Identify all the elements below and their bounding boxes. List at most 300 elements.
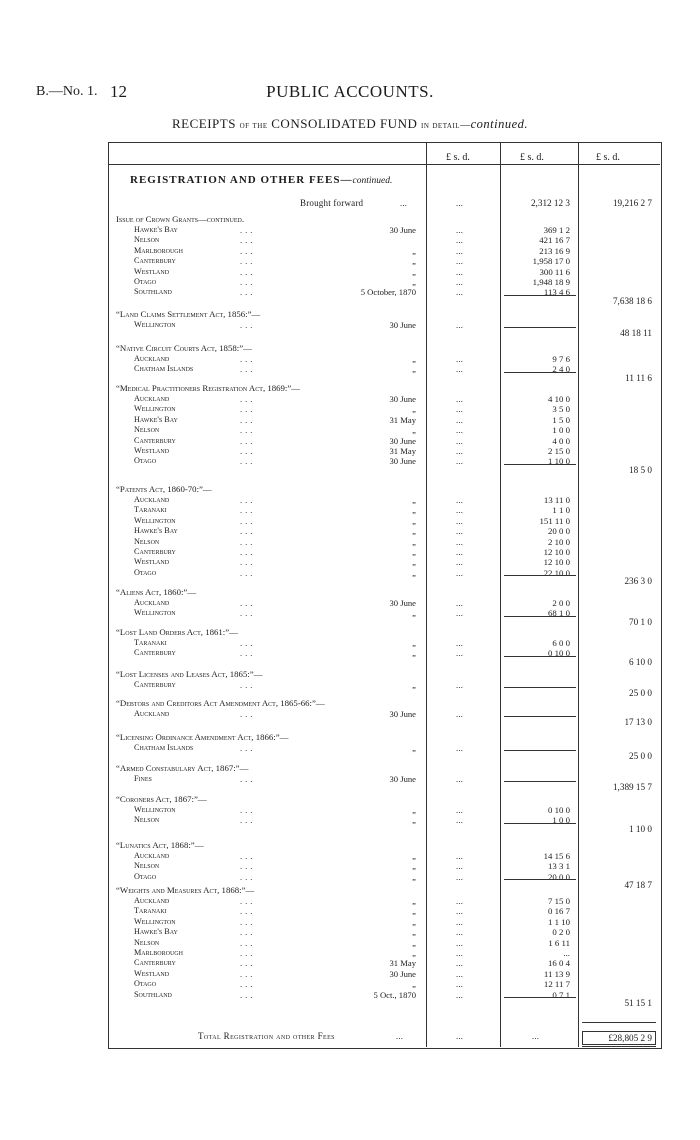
row-name: Westland	[134, 266, 170, 276]
row-name: Auckland	[134, 394, 170, 403]
table-title	[0, 116, 700, 132]
row-col1-leaders: ...	[456, 927, 464, 938]
row-date: „	[412, 526, 416, 537]
row-amount: 1 1 0	[552, 505, 570, 516]
row-col1-leaders: ...	[456, 989, 464, 1000]
row-amount: 369 1 2	[543, 225, 570, 235]
row-col1-leaders: ...	[456, 567, 464, 578]
subtotal-rule	[504, 575, 576, 576]
row-date: „	[412, 256, 416, 267]
row-col1-leaders: ...	[456, 354, 464, 364]
row-amount: 300 11 6	[539, 266, 570, 277]
row-col1-leaders: ...	[456, 526, 464, 537]
row-col1-leaders: ...	[456, 896, 464, 906]
row-amount: 2 15 0	[548, 446, 570, 456]
row-name: Otago	[134, 456, 157, 466]
row-name: Wellington	[134, 805, 176, 814]
subtotal-rule	[504, 750, 576, 751]
row-leaders: ...	[240, 557, 256, 568]
section-title: “Weights and Measures Act, 1868:”—	[116, 885, 255, 895]
row-name: Chatham Islands	[134, 743, 194, 752]
row-amount: 1 6 11	[548, 937, 570, 948]
row-date: „	[412, 557, 416, 568]
row-date: „	[412, 245, 416, 256]
row-name: Marlborough	[134, 948, 183, 957]
row-name: Canterbury	[134, 648, 176, 658]
row-leaders: ...	[240, 989, 256, 1000]
row-amount: ...	[563, 774, 570, 784]
row-col1-leaders: ...	[456, 404, 464, 415]
row-amount: 14 15 6	[543, 851, 570, 861]
row-name: Otago	[134, 871, 157, 881]
row-col1-leaders: ...	[456, 958, 464, 969]
page-title: PUBLIC ACCOUNTS.	[266, 82, 434, 101]
row-leaders: ...	[240, 871, 256, 882]
row-amount: 1,958 17 0	[532, 256, 570, 267]
brought-forward-col3: 19,216 2 7	[612, 198, 652, 208]
row-date: 31 May	[389, 446, 416, 456]
row-col1-leaders: ...	[456, 456, 464, 467]
row-date: „	[412, 743, 416, 753]
row-leaders: ...	[240, 404, 256, 415]
row-col1-leaders: ...	[456, 598, 464, 608]
subtotal-rule	[504, 997, 576, 998]
row-col1-leaders: ...	[456, 364, 464, 375]
col-header-2: £ s. d.	[520, 152, 544, 163]
row-amount: 4 0 0	[552, 435, 570, 446]
row-amount: 421 16 7	[539, 235, 570, 246]
row-col1-leaders: ...	[456, 871, 464, 882]
row-amount: 16 0 4	[548, 958, 570, 969]
row-leaders: ...	[240, 927, 256, 938]
row-date: „	[412, 851, 416, 861]
row-amount: 213 16 9	[539, 245, 570, 256]
subtotal-rule	[504, 295, 576, 296]
row-amount: 20 0 0	[548, 871, 570, 882]
row-col1-leaders: ...	[456, 394, 464, 404]
row-name: Taranaki	[134, 906, 167, 916]
row-col1-leaders: ...	[456, 547, 464, 557]
row-col1-leaders: ...	[456, 968, 464, 979]
row-col1-leaders: ...	[456, 225, 464, 235]
row-amount: 3 5 0	[552, 404, 570, 415]
row-name: Marlborough	[134, 245, 183, 255]
row-amount: 12 10 0	[543, 547, 570, 557]
row-name: Southland	[134, 989, 172, 999]
subtotal-rule	[504, 879, 576, 880]
row-col1-leaders: ...	[456, 320, 464, 330]
row-name: Nelson	[134, 536, 160, 546]
subtotal-rule	[504, 781, 576, 782]
row-col1-leaders: ...	[456, 425, 464, 436]
section-title: “Lunatics Act, 1868:”—	[116, 840, 204, 850]
row-amount: 12 10 0	[543, 557, 570, 568]
row-col1-leaders: ...	[456, 815, 464, 826]
col-divider-1	[426, 142, 427, 1047]
row-date: „	[412, 608, 416, 619]
page-number: 12	[110, 82, 127, 101]
row-leaders: ...	[240, 256, 256, 267]
row-name: Taranaki	[134, 638, 167, 647]
subtotal-rule	[504, 372, 576, 373]
row-name: Canterbury	[134, 958, 176, 968]
section-subtotal: 18 5 0	[629, 464, 652, 475]
row-col1-leaders: ...	[456, 937, 464, 948]
row-amount: 13 11 0	[543, 495, 570, 505]
row-col1-leaders: ...	[456, 256, 464, 267]
row-date: „	[412, 567, 416, 578]
row-leaders: ...	[240, 536, 256, 547]
row-date: „	[412, 948, 416, 958]
row-leaders: ...	[240, 495, 256, 505]
row-date: „	[412, 277, 416, 287]
row-leaders: ...	[240, 526, 256, 537]
section-title: “Lost Licenses and Leases Act, 1865:”—	[116, 669, 263, 679]
row-col1-leaders: ...	[456, 536, 464, 547]
row-name: Wellington	[134, 404, 176, 414]
row-name: Auckland	[134, 896, 170, 905]
row-leaders: ...	[240, 320, 256, 330]
row-date: „	[412, 896, 416, 906]
row-amount: 20 0 0	[548, 526, 570, 537]
row-name: Nelson	[134, 425, 160, 435]
row-date: „	[412, 871, 416, 882]
row-name: Westland	[134, 968, 170, 978]
row-leaders: ...	[240, 861, 256, 872]
row-amount: 6 0 0	[552, 638, 570, 648]
row-leaders: ...	[240, 567, 256, 578]
row-date: 30 June	[389, 435, 416, 446]
row-col1-leaders: ...	[456, 245, 464, 256]
grand-total-rule-top	[582, 1022, 656, 1023]
row-amount: 1 5 0	[552, 414, 570, 425]
row-leaders: ...	[240, 394, 256, 404]
row-col1-leaders: ...	[456, 446, 464, 456]
row-amount: 68 1 0	[548, 608, 570, 619]
row-col1-leaders: ...	[456, 709, 464, 719]
subtotal-rule	[504, 327, 576, 328]
row-amount: ...	[563, 320, 570, 330]
section-title: “Land Claims Settlement Act, 1856:”—	[116, 309, 261, 319]
row-date: „	[412, 515, 416, 526]
row-date: „	[412, 861, 416, 872]
col-header-3: £ s. d.	[596, 152, 620, 163]
section-title: “Patents Act, 1860-70:”—	[116, 484, 212, 494]
row-date: „	[412, 937, 416, 948]
row-name: Canterbury	[134, 256, 176, 266]
row-date: 30 June	[389, 774, 416, 784]
row-date: 30 June	[389, 709, 416, 719]
row-leaders: ...	[240, 547, 256, 557]
row-leaders: ...	[240, 266, 256, 277]
section-subtotal: 1 10 0	[629, 823, 652, 834]
row-name: Wellington	[134, 320, 176, 329]
row-date: 31 May	[389, 958, 416, 969]
table-title-d: in detail—	[420, 120, 471, 131]
row-col1-leaders: ...	[456, 861, 464, 872]
section-title: “Coroners Act, 1867:”—	[116, 794, 207, 804]
row-name: Otago	[134, 567, 157, 577]
section-subtotal: 236 3 0	[624, 576, 652, 587]
section-title: “Licensing Ordinance Amendment Act, 1866:”—	[116, 732, 289, 742]
row-date: 30 June	[389, 968, 416, 979]
row-date: 30 June	[389, 394, 416, 404]
section-title: “Native Circuit Courts Act, 1858:”—	[116, 343, 252, 353]
row-amount: ...	[563, 680, 570, 690]
row-name: Wellington	[134, 608, 176, 618]
table-title-e: continued.	[470, 117, 529, 131]
row-date: 30 June	[389, 456, 416, 467]
section-subtotal: 25 0 0	[629, 688, 652, 699]
row-date: „	[412, 815, 416, 826]
row-name: Auckland	[134, 709, 170, 718]
section-subtotal: 47 18 7	[624, 880, 652, 891]
row-col1-leaders: ...	[456, 515, 464, 526]
row-date: „	[412, 425, 416, 436]
section-title: “Armed Constabulary Act, 1867:”—	[116, 763, 249, 773]
row-amount: 0 10 0	[548, 805, 570, 815]
section-title: “Aliens Act, 1860:”—	[116, 587, 197, 597]
row-leaders: ...	[240, 815, 256, 826]
row-amount: 2 0 0	[552, 598, 570, 608]
row-leaders: ...	[240, 235, 256, 246]
row-date: „	[412, 979, 416, 990]
row-date: „	[412, 354, 416, 364]
row-leaders: ...	[240, 456, 256, 467]
brought-forward-label: Brought forward	[300, 198, 364, 208]
row-date: „	[412, 547, 416, 557]
row-leaders: ...	[240, 435, 256, 446]
subtotal-rule	[504, 823, 576, 824]
section-subtotal: 6 10 0	[629, 656, 652, 667]
row-leaders: ...	[240, 851, 256, 861]
row-date: 30 June	[389, 320, 416, 330]
row-leaders: ...	[240, 364, 256, 375]
row-name: Nelson	[134, 235, 160, 245]
row-name: Wellington	[134, 916, 176, 926]
row-leaders: ...	[240, 608, 256, 619]
row-col1-leaders: ...	[456, 774, 464, 784]
row-col1-leaders: ...	[456, 638, 464, 648]
col-divider-3	[578, 142, 579, 1047]
row-amount: ...	[563, 743, 570, 753]
brought-forward-col1: ...	[456, 198, 464, 208]
row-leaders: ...	[240, 948, 256, 958]
block-title	[130, 174, 392, 186]
row-date: „	[412, 536, 416, 547]
row-name: Taranaki	[134, 505, 167, 515]
table-title-b: of the	[239, 120, 268, 131]
row-date: „	[412, 364, 416, 375]
row-leaders: ...	[240, 225, 256, 235]
row-date: 31 May	[389, 414, 416, 425]
row-col1-leaders: ...	[456, 235, 464, 246]
row-leaders: ...	[240, 906, 256, 917]
row-name: Nelson	[134, 815, 160, 825]
row-col1-leaders: ...	[456, 805, 464, 815]
grand-total-col2: ...	[532, 1031, 540, 1041]
row-col1-leaders: ...	[456, 680, 464, 690]
subtotal-rule	[504, 464, 576, 465]
row-date: 5 October, 1870	[360, 287, 416, 298]
section-subtotal: 48 18 11	[620, 328, 652, 339]
row-col1-leaders: ...	[456, 979, 464, 990]
section-subtotal: 7,638 18 6	[612, 295, 652, 306]
table-title-a: RECEIPTS	[171, 116, 236, 131]
row-date: „	[412, 906, 416, 917]
grand-total-rule-bottom	[582, 1046, 656, 1047]
row-col1-leaders: ...	[456, 648, 464, 659]
row-date: „	[412, 638, 416, 648]
col-header-1: £ s. d.	[446, 152, 470, 163]
row-leaders: ...	[240, 958, 256, 969]
row-leaders: ...	[240, 598, 256, 608]
row-name: Otago	[134, 979, 157, 989]
row-name: Otago	[134, 277, 157, 286]
row-leaders: ...	[240, 638, 256, 648]
row-date: 5 Oct., 1870	[373, 989, 416, 1000]
row-amount: ...	[563, 709, 570, 719]
section-subtotal: 11 11 6	[625, 372, 652, 383]
row-amount: 1,948 18 9	[532, 277, 570, 287]
row-date: „	[412, 927, 416, 938]
row-col1-leaders: ...	[456, 414, 464, 425]
header-rule	[108, 164, 660, 165]
row-amount: 1 1 10	[548, 916, 570, 927]
grand-total-label: Total Registration and other Fees	[198, 1031, 335, 1041]
row-amount: 7 15 0	[548, 896, 570, 906]
table-title-c: CONSOLIDATED FUND	[271, 116, 418, 131]
row-amount: 9 7 6	[552, 354, 570, 364]
row-leaders: ...	[240, 743, 256, 753]
row-amount: 0 7 1	[552, 989, 570, 1000]
row-name: Canterbury	[134, 680, 176, 689]
row-amount: 1 0 0	[552, 425, 570, 436]
row-col1-leaders: ...	[456, 277, 464, 287]
row-amount: 13 3 1	[548, 861, 570, 872]
row-amount: 11 13 9	[543, 968, 570, 979]
row-leaders: ...	[240, 896, 256, 906]
row-leaders: ...	[240, 414, 256, 425]
row-leaders: ...	[240, 979, 256, 990]
row-name: Fines	[134, 774, 152, 783]
subtotal-rule	[504, 616, 576, 617]
row-date: „	[412, 805, 416, 815]
row-amount: 1 10 0	[548, 456, 570, 467]
row-name: Westland	[134, 446, 170, 455]
row-name: Hawke's Bay	[134, 526, 178, 536]
row-date: „	[412, 505, 416, 516]
grand-total-col1: ...	[456, 1031, 464, 1041]
subtotal-rule	[504, 687, 576, 688]
row-leaders: ...	[240, 680, 256, 690]
row-name: Southland	[134, 287, 172, 297]
row-name: Wellington	[134, 515, 176, 525]
row-leaders: ...	[240, 277, 256, 287]
row-amount: 1 0 0	[552, 815, 570, 826]
brought-forward-col2: 2,312 12 3	[530, 198, 570, 208]
section-title: “Lost Land Orders Act, 1861:”—	[116, 627, 238, 637]
row-name: Hawke's Bay	[134, 927, 178, 937]
row-leaders: ...	[240, 805, 256, 815]
row-date: „	[412, 266, 416, 277]
row-amount: 151 11 0	[539, 515, 570, 526]
subtotal-rule	[504, 656, 576, 657]
row-col1-leaders: ...	[456, 557, 464, 568]
row-amount: 0 2 0	[552, 927, 570, 938]
row-name: Auckland	[134, 495, 170, 504]
row-leaders: ...	[240, 648, 256, 659]
row-leaders: ...	[240, 968, 256, 979]
row-date: „	[412, 916, 416, 927]
row-amount: 113 4 6	[543, 287, 570, 298]
section-title: “Medical Practitioners Registration Act, 1869:”—	[116, 383, 301, 393]
row-leaders: ...	[240, 709, 256, 719]
row-col1-leaders: ...	[456, 505, 464, 516]
grand-total-leaders: ...	[396, 1031, 404, 1041]
row-date: „	[412, 404, 416, 415]
row-leaders: ...	[240, 916, 256, 927]
row-amount: 2 10 0	[548, 536, 570, 547]
subtotal-rule	[504, 716, 576, 717]
row-name: Chatham Islands	[134, 364, 194, 374]
row-name: Auckland	[134, 598, 170, 607]
row-name: Westland	[134, 557, 170, 567]
row-leaders: ...	[240, 245, 256, 256]
row-leaders: ...	[240, 446, 256, 456]
section-subtotal: 17 13 0	[624, 717, 652, 728]
block-title-continued: continued.	[352, 176, 393, 186]
row-name: Hawke's Bay	[134, 225, 178, 234]
row-col1-leaders: ...	[456, 743, 464, 753]
row-col1-leaders: ...	[456, 916, 464, 927]
row-amount: 0 10 0	[548, 648, 570, 659]
row-name: Canterbury	[134, 435, 176, 445]
row-col1-leaders: ...	[456, 906, 464, 917]
section-title: Issue of Crown Grants—continued.	[116, 214, 245, 224]
row-amount: ...	[563, 948, 570, 958]
row-col1-leaders: ...	[456, 287, 464, 298]
row-date: 30 June	[389, 598, 416, 608]
row-amount: 4 10 0	[548, 394, 570, 404]
row-name: Canterbury	[134, 547, 176, 556]
row-name: Auckland	[134, 354, 170, 363]
row-name: Hawke's Bay	[134, 414, 178, 424]
row-leaders: ...	[240, 515, 256, 526]
section-subtotal: 25 0 0	[629, 751, 652, 762]
row-date: 30 June	[389, 225, 416, 235]
row-col1-leaders: ...	[456, 495, 464, 505]
row-col1-leaders: ...	[456, 948, 464, 958]
row-amount: 2 4 0	[552, 364, 570, 375]
row-col1-leaders: ...	[456, 435, 464, 446]
row-col1-leaders: ...	[456, 266, 464, 277]
row-leaders: ...	[240, 425, 256, 436]
row-amount: 0 16 7	[548, 906, 570, 917]
section-title: “Debtors and Creditors Act Amendment Act, 1865-66:”—	[116, 698, 325, 708]
document-number: B.—No. 1.	[36, 84, 98, 99]
section-subtotal: 70 1 0	[629, 616, 652, 627]
section-subtotal: 51 15 1	[624, 998, 652, 1008]
section-subtotal: 1,389 15 7	[612, 782, 652, 793]
row-leaders: ...	[240, 774, 256, 784]
row-name: Nelson	[134, 861, 160, 871]
row-amount: 22 10 0	[543, 567, 570, 578]
block-title-main: REGISTRATION AND OTHER FEES—	[130, 174, 353, 186]
row-name: Nelson	[134, 937, 160, 947]
row-col1-leaders: ...	[456, 608, 464, 619]
row-date: „	[412, 680, 416, 690]
